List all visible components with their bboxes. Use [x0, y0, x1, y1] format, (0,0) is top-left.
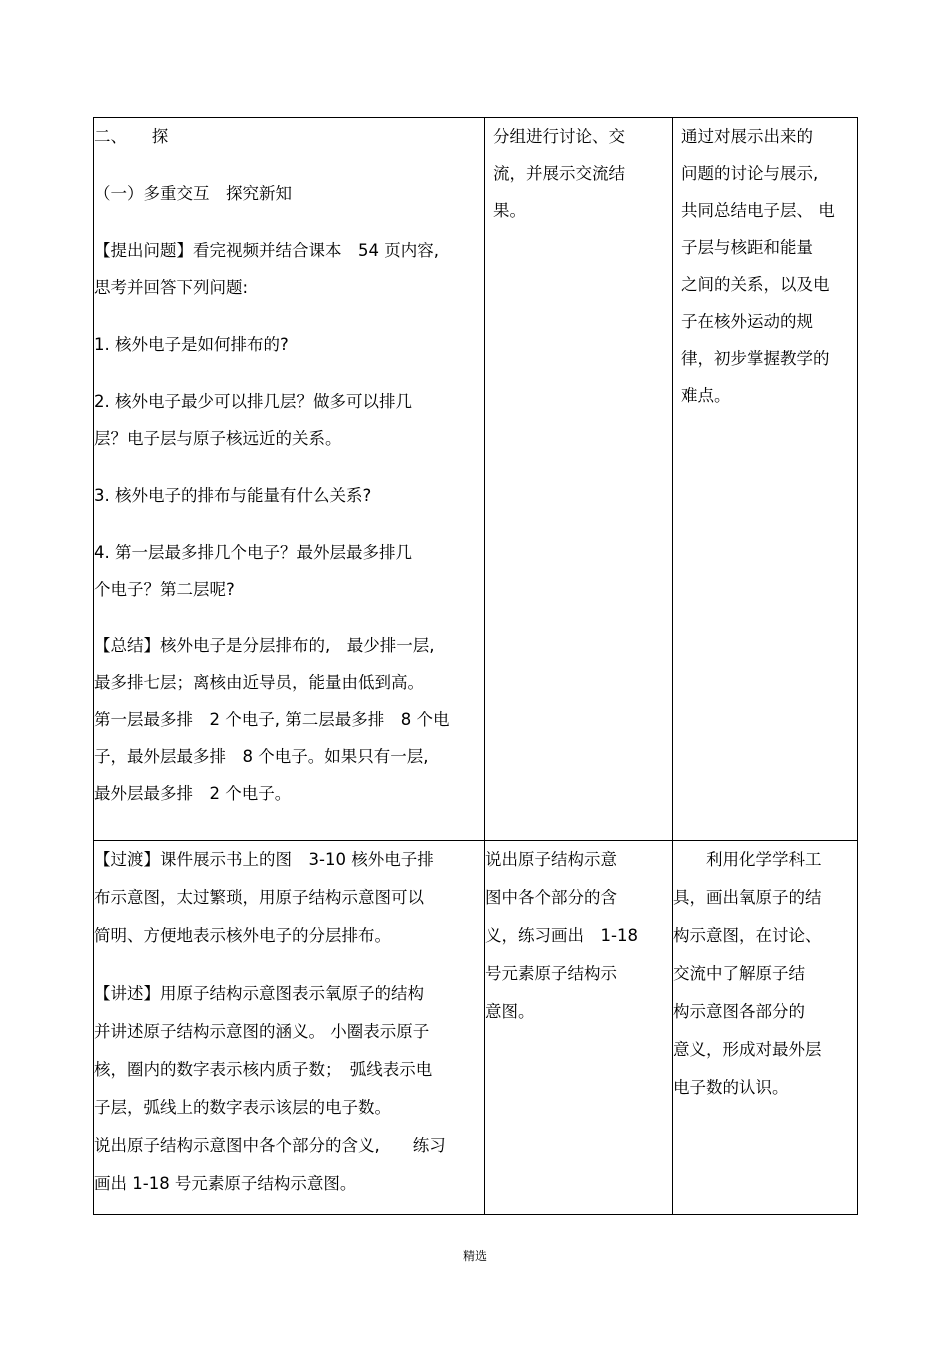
design-intent-line: 子在核外运动的规: [681, 312, 813, 331]
design-intent-line: 构示意图各部分的: [673, 1002, 805, 1021]
teacher-activity-cell: [94, 118, 485, 841]
student-activity-line: 图中各个部分的含: [485, 888, 617, 907]
student-activity-line: 意图。: [485, 1002, 535, 1021]
student-activity-line: 说出原子结构示意: [485, 850, 617, 869]
summary-text: 第一层最多排 2 个电子, 第二层最多排 8 个电: [94, 710, 450, 729]
student-activity-line: 号元素原子结构示: [485, 964, 617, 983]
question-intro: 【提出问题】看完视频并结合课本 54 页内容,: [94, 241, 439, 260]
page-footer: 精选: [462, 1249, 487, 1263]
design-intent-line: 共同总结电子层、 电: [681, 201, 835, 220]
design-intent-line: 利用化学学科工: [706, 850, 822, 869]
question-item: 个电子？第二层呢?: [94, 580, 235, 599]
design-intent-line: 具，画出氧原子的结: [673, 888, 822, 907]
student-activity-cell: [485, 841, 673, 1215]
lesson-plan-table: [93, 117, 858, 1215]
design-intent-line: 电子数的认识。: [673, 1078, 789, 1097]
student-activity-line: 流，并展示交流结: [493, 164, 625, 183]
design-intent-line: 意义，形成对最外层: [673, 1040, 822, 1059]
table-row: [94, 841, 858, 1215]
design-intent-line: 构示意图，在讨论、: [673, 926, 822, 945]
subsection-heading: （一）多重交互 探究新知: [94, 184, 292, 203]
summary-text: 【总结】核外电子是分层排布的, 最少排一层,: [94, 636, 435, 655]
lecture-text: 子层，弧线上的数字表示该层的电子数。: [94, 1098, 391, 1117]
question-item: 4. 第一层最多排几个电子？最外层最多排几: [94, 543, 412, 562]
design-intent-line: 子层与核距和能量: [681, 238, 813, 257]
student-activity-line: 义，练习画出 1-18: [485, 926, 638, 945]
design-intent-cell: [673, 118, 858, 841]
question-intro: 思考并回答下列问题:: [94, 278, 249, 297]
design-intent-line: 难点。: [681, 386, 731, 405]
question-item: 1. 核外电子是如何排布的?: [94, 335, 289, 354]
design-intent-line: 通过对展示出来的: [681, 127, 813, 146]
table-row: [94, 118, 858, 841]
task-text: 说出原子结构示意图中各个部分的含义, 练习: [94, 1136, 446, 1155]
question-item: 3. 核外电子的排布与能量有什么关系?: [94, 486, 372, 505]
task-text: 画出 1-18 号元素原子结构示意图。: [94, 1174, 357, 1193]
student-activity-line: 分组进行讨论、交: [493, 127, 625, 146]
lecture-text: 【讲述】用原子结构示意图表示氧原子的结构: [94, 984, 424, 1003]
summary-text: 最外层最多排 2 个电子。: [94, 784, 292, 803]
transition-text: 布示意图，太过繁琐，用原子结构示意图可以: [94, 888, 424, 907]
summary-text: 最多排七层；离核由近导员，能量由低到高。: [94, 673, 424, 692]
design-intent-line: 交流中了解原子结: [673, 964, 805, 983]
lecture-text: 并讲述原子结构示意图的涵义。 小圈表示原子: [94, 1022, 430, 1041]
summary-text: 子，最外层最多排 8 个电子。如果只有一层,: [94, 747, 429, 766]
section-heading: 二、 探: [94, 127, 169, 146]
transition-text: 简明、方便地表示核外电子的分层排布。: [94, 926, 391, 945]
question-item: 2. 核外电子最少可以排几层？做多可以排几: [94, 392, 412, 411]
student-activity-line: 果。: [493, 201, 526, 220]
design-intent-cell: [673, 841, 858, 1215]
lecture-text: 核，圈内的数字表示核内质子数； 弧线表示电: [94, 1060, 433, 1079]
transition-text: 【过渡】课件展示书上的图 3-10 核外电子排: [94, 850, 434, 869]
design-intent-line: 律，初步掌握教学的: [681, 349, 830, 368]
teacher-activity-cell: [94, 841, 485, 1215]
design-intent-line: 之间的关系，以及电: [681, 275, 830, 294]
question-item: 层？电子层与原子核远近的关系。: [94, 429, 342, 448]
design-intent-line: 问题的讨论与展示,: [681, 164, 819, 183]
student-activity-cell: [485, 118, 673, 841]
